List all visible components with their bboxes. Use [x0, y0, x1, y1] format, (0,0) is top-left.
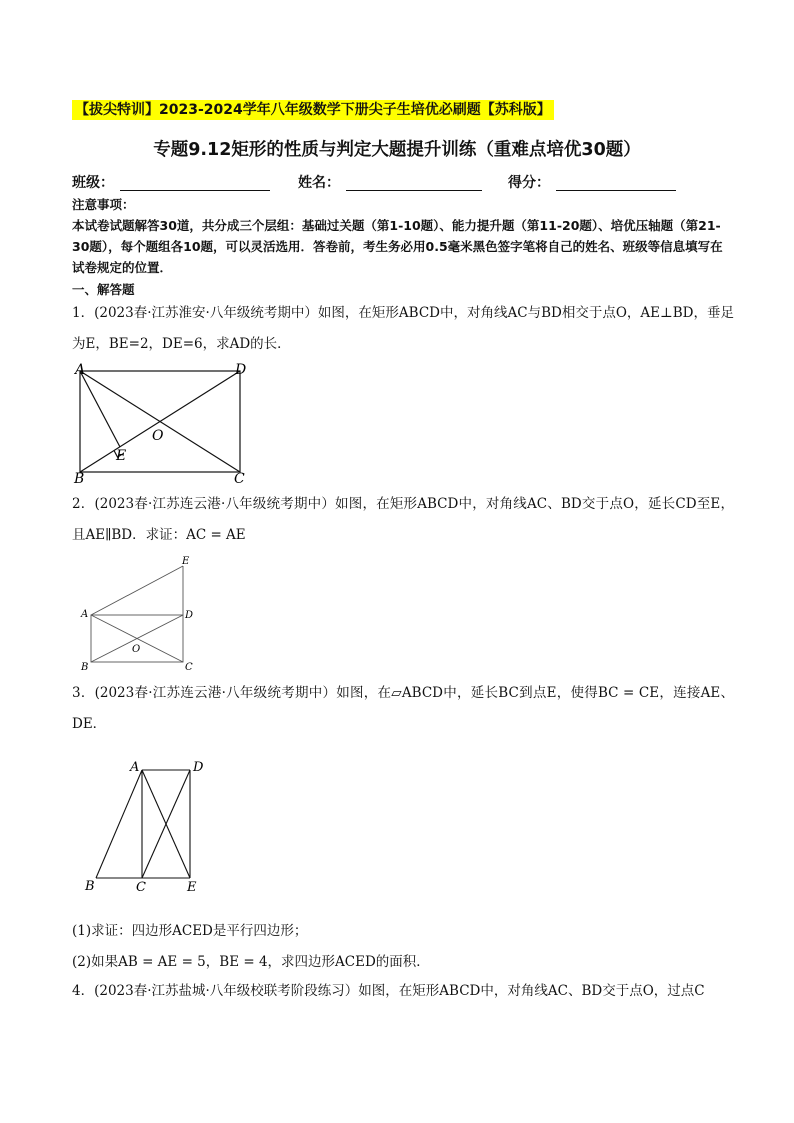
q2-label-o: O — [132, 644, 141, 655]
page-title: 专题9.12矩形的性质与判定大题提升训练（重难点培优30题） — [153, 140, 641, 160]
q2-segment-ae — [91, 566, 183, 615]
name-field — [298, 172, 482, 192]
q1-label-e: E — [116, 448, 127, 464]
notice-body: 本试卷试题解答30道，共分成三个层组：基础过关题（第1-10题）、能力提升题（第11-20题）、培优压轴题（第21-30题），每个题组各10题，可以灵活选用．答卷前，考生务必用0.5毫米黑色签字笔将自己的姓名、班级等信息填写在试卷规定的位置． — [72, 218, 723, 275]
q1-perpendicular-ae — [80, 371, 120, 447]
q2-label-d: D — [185, 610, 194, 621]
name-blank[interactable] — [346, 174, 482, 191]
q2-label-c: C — [185, 662, 193, 673]
q1-label-o: O — [152, 428, 164, 444]
score-label: 得分： — [508, 175, 550, 191]
class-blank[interactable] — [120, 174, 270, 191]
q2-label-a: A — [81, 609, 89, 620]
section-heading: 一、解答题 — [72, 282, 135, 297]
q3-label-a: A — [130, 760, 140, 775]
q2-label-b: B — [81, 662, 89, 673]
q1-label-a: A — [75, 362, 86, 378]
q1-label-b: B — [74, 471, 85, 487]
q3-label-b: B — [85, 879, 95, 894]
q3-label-c: C — [136, 880, 146, 895]
q3-label-d: D — [193, 760, 204, 775]
question-2-text: 2．(2023春·江苏连云港·八年级统考期中）如图，在矩形ABCD中，对角线AC、BD交于点O，延长CD至E，且AE∥BD．求证：AC = AE — [72, 496, 734, 543]
q2-label-e: E — [182, 556, 190, 567]
score-field — [508, 172, 676, 192]
question-3-part-2: (2)如果AB = AE = 5，BE = 4，求四边形ACED的面积． — [72, 954, 430, 970]
series-banner: 【拔尖特训】2023-2024学年八年级数学下册尖子生培优必刷题【苏科版】 — [72, 100, 554, 120]
notice-heading: 注意事项： — [72, 197, 135, 212]
score-blank[interactable] — [556, 174, 676, 191]
question-2-figure — [78, 552, 198, 672]
q3-label-e: E — [187, 880, 197, 895]
student-info-row — [72, 172, 732, 194]
question-1-figure — [70, 360, 260, 485]
name-label: 姓名： — [298, 175, 340, 191]
q3-side-ab — [96, 770, 142, 878]
question-3-figure — [82, 758, 212, 896]
q1-label-d: D — [235, 362, 247, 378]
question-3-text: 3．(2023春·江苏连云港·八年级统考期中）如图，在▱ABCD中，延长BC到点E，使得BC = CE，连接AE、DE． — [72, 685, 734, 732]
question-3-part-1: (1)求证：四边形ACED是平行四边形； — [72, 923, 308, 939]
class-label: 班级： — [72, 175, 114, 191]
question-4-text: 4．(2023春·江苏盐城·八年级校联考阶段练习）如图，在矩形ABCD中，对角线AC、BD交于点O，过点C — [72, 983, 705, 999]
question-1-text: 1．(2023春·江苏淮安·八年级统考期中）如图，在矩形ABCD中，对角线AC与BD相交于点O，AE⊥BD，垂足为E，BE=2，DE=6，求AD的长． — [72, 305, 734, 352]
class-field — [72, 172, 270, 192]
q1-label-c: C — [234, 471, 245, 487]
